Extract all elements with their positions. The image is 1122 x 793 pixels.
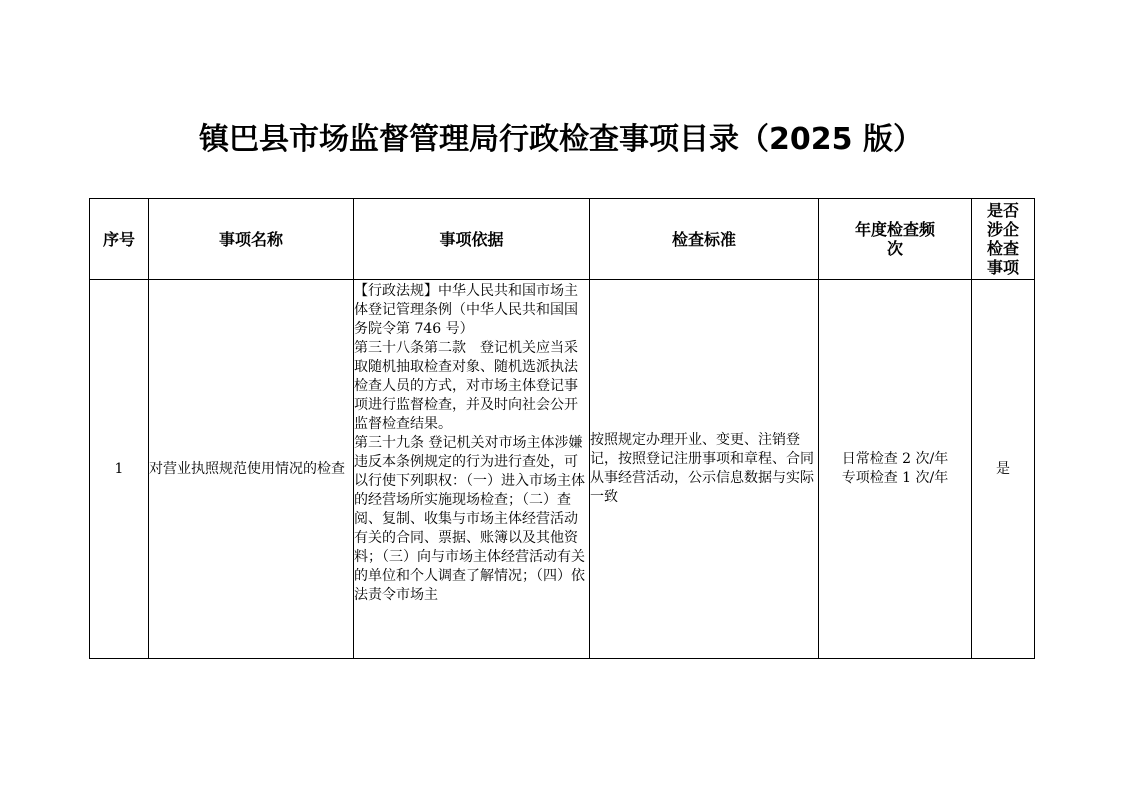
header-inspection-standard: 检查标准 xyxy=(590,199,819,280)
inspection-catalog-table xyxy=(89,198,1035,659)
table-row xyxy=(90,280,1035,659)
cell-legal-basis xyxy=(354,280,590,659)
cell-seq: 1 xyxy=(90,280,149,659)
basis-paragraph: 【行政法规】中华人民共和国市场主体登记管理条例（中华人民共和国国务院令第 746 号） xyxy=(354,282,578,337)
header-legal-basis: 事项依据 xyxy=(354,199,590,280)
table-header-row xyxy=(90,199,1035,280)
basis-paragraph: 第三十八条第二款 登记机关应当采取随机抽取检查对象、随机选派执法检查人员的方式，对市场主体登记事项进行监督检查，并及时向社会公开监督检查结果。 xyxy=(354,339,578,432)
header-item-name: 事项名称 xyxy=(149,199,354,280)
header-enterprise-related xyxy=(972,199,1035,280)
cell-inspection-standard: 按照规定办理开业、变更、注销登记，按照登记注册事项和章程、合同从事经营活动，公示信息数据与实际一致 xyxy=(590,280,819,659)
header-annual-frequency-label: 年度检查频次 xyxy=(854,220,935,258)
frequency-routine: 日常检查 2 次/年 xyxy=(841,451,949,467)
cell-item-name: 对营业执照规范使用情况的检查 xyxy=(149,280,354,659)
header-enterprise-related-label: 是否涉企检查事项 xyxy=(986,201,1019,277)
frequency-special: 专项检查 1 次/年 xyxy=(841,470,949,486)
document-title: 镇巴县市场监督管理局行政检查事项目录（2025 版） xyxy=(199,122,923,157)
basis-paragraph: 第三十九条 登记机关对市场主体涉嫌违反本条例规定的行为进行查处，可以行使下列职权：（一）进入市场主体的经营场所实施现场检查；（二）查阅、复制、收集与市场主体经营活动有关的合同、票据、账簿以及其他资料；（三）向与市场主体经营活动有关的单位和个人调查了解情况；（四）依法责令市场主 xyxy=(354,434,585,603)
cell-annual-frequency xyxy=(819,280,972,659)
header-seq: 序号 xyxy=(90,199,149,280)
cell-enterprise-related: 是 xyxy=(972,280,1035,659)
header-annual-frequency xyxy=(819,199,972,280)
